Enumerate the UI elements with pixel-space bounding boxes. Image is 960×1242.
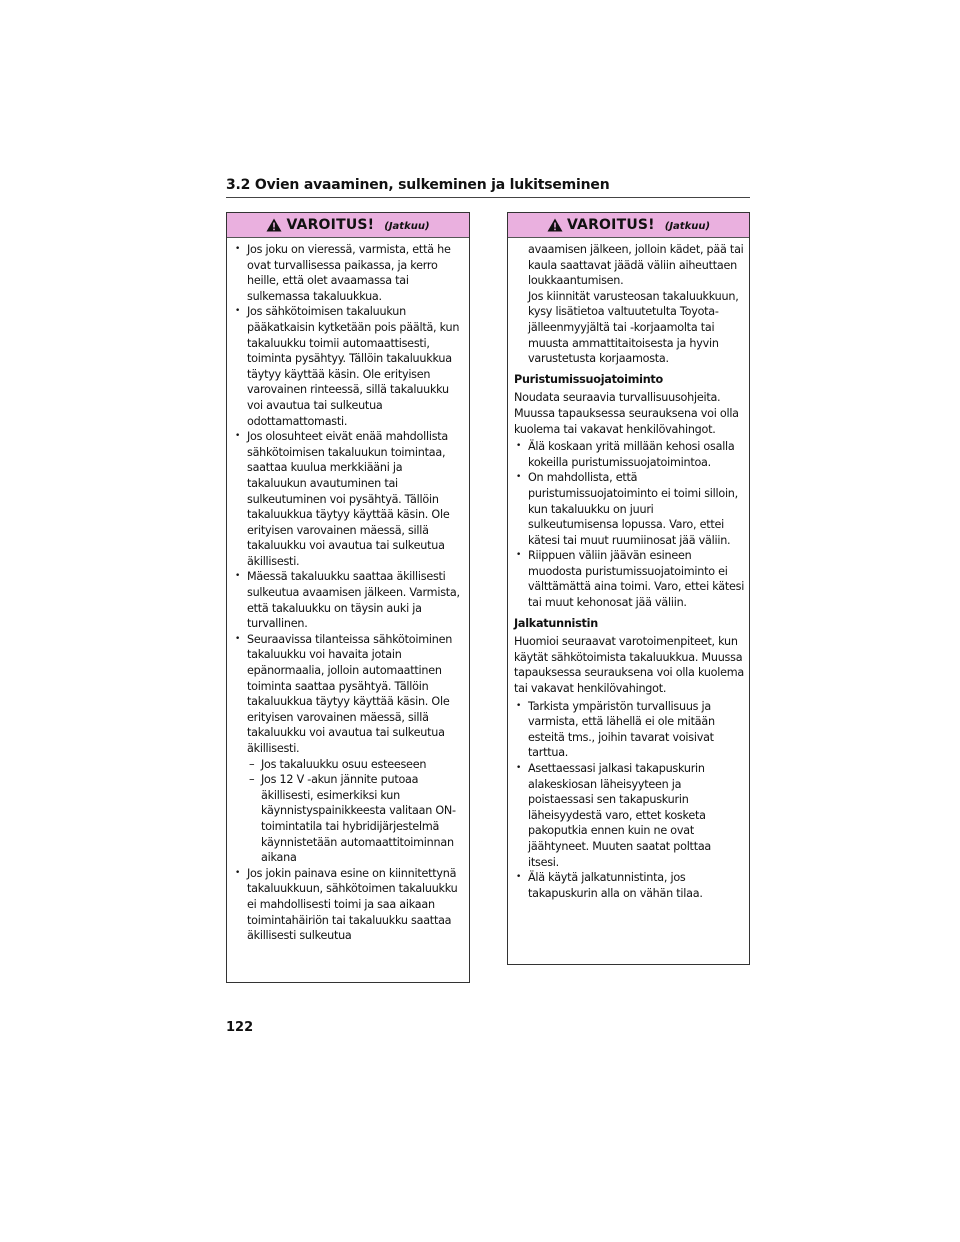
continued-label: (Jatkuu)	[664, 220, 711, 232]
list-item-text: • Seuraavissa tilanteissa sähkötoiminen takaluukku voi havaita jotain epänormaalia, jolloin automaattinen toiminta saattaa pysähtyä. Tällöin takaluukkua täytyy käyttää käsin. Ole erityisen varovainen mäessä, sillä takaluukku voi avautua tai sulkeutua äkillisesti.	[247, 632, 453, 755]
warning-title: VAROITUS!	[286, 217, 375, 233]
list-item: • Riippuen väliin jäävän esineen muodosta puristumissuojatoiminto ei välttämättä aina toimi. Varo, ettei kätesi tai muut kehonosat jää väliin.	[514, 548, 745, 610]
list-item: • On mahdollista, että puristumissuojatoiminto ei toimi silloin, kun takaluukku on juuri sulkeutumisensa lopussa. Varo, ettei kätesi tai muut ruumiinosat jää väliin.	[514, 470, 745, 548]
list-item: • Älä käytä jalkatunnistinta, jos takapuskurin alla on vähän tilaa.	[514, 870, 745, 901]
paragraph: Huomioi seuraavat varotoimenpiteet, kun käytät sähkötoimista takaluukkua. Muussa tapauksessa seurauksena voi olla kuolema tai vakavat henkilövahingot.	[514, 635, 745, 696]
sub-list-item: – Jos 12 V -akun jännite putoaa äkillisesti, esimerkiksi kun käynnistyspainikkeesta valitaan ON-toimintatila tai hybridijärjestelmä käynnistetään automaattitoiminnan aikana	[247, 772, 465, 866]
warning-box-right	[507, 212, 750, 965]
list-item: • Jos sähkötoimisen takaluukun pääkatkaisin kytketään pois päältä, kun takaluukku toimii automaattisesti, toiminta pysähtyy. Tällöin takaluukkua täytyy käyttää käsin. Ole erityisen varovainen rinteessä, sillä takaluukku voi avautua tai sulkeutua odottamattomasti.	[233, 304, 465, 429]
warning-box-left	[226, 212, 470, 983]
list-item: • Mäessä takaluukku saattaa äkillisesti sulkeutua avaamisen jälkeen. Varmista, että takaluukku on täysin auki ja turvallinen.	[233, 569, 465, 631]
continued-label: (Jatkuu)	[384, 220, 430, 232]
warning-header	[508, 213, 749, 238]
list-item: • Älä koskaan yritä millään kehosi osalla kokeilla puristumissuojatoimintoa.	[514, 439, 745, 470]
list-item: • Tarkista ympäristön turvallisuus ja varmista, että lähellä ei ole mitään esteitä tms., joihin tavarat voisivat tarttua.	[514, 699, 745, 761]
continued-text: avaamisen jälkeen, jolloin kädet, pää tai kaula saattavat jäädä väliin aiheuttaen loukkaantumisen.	[528, 243, 744, 288]
paragraph: Noudata seuraavia turvallisuusohjeita. Muussa tapauksessa seurauksena voi olla kuolema tai vakavat henkilövahingot.	[514, 391, 739, 436]
warning-title: VAROITUS!	[566, 217, 655, 233]
list-item: • Asettaessasi jalkasi takapuskurin alakeskiosan läheisyyteen ja poistaessasi sen takapuskurin läheisyydestä varo, ettet kosketa pakoputkia ennen kuin ne ovat jäähtyneet. Muuten saatat polttaa itsesi.	[514, 761, 745, 870]
section-title: 3.2 Ovien avaaminen, sulkeminen ja lukitseminen	[226, 177, 750, 198]
sub-list-item: – Jos takaluukku osuu esteeseen	[247, 757, 465, 773]
warning-triangle-icon	[266, 218, 282, 232]
list-item: • Jos joku on vieressä, varmista, että he ovat turvallisessa paikassa, ja kerro heille, että olet avaamassa tai sulkemassa takaluukkua.	[233, 242, 465, 304]
page-number: 122	[226, 1020, 254, 1035]
continued-text: Jos kiinnität varusteosan takaluukkuun, kysy lisätietoa valtuutetulta Toyota-jälleenmyyjältä tai -korjaamolta tai muusta ammattitaitoisesta ja hyvin varustetusta korjaamosta.	[528, 289, 739, 366]
list-item: • Jos olosuhteet eivät enää mahdollista sähkötoimisen takaluukun toimintaa, saattaa kuulua merkkiääni ja takaluukun avautuminen tai sulkeutuminen voi pysähtyä. Tällöin takaluukkua täytyy käyttää käsin. Ole erityisen varovainen mäessä, sillä takaluukku voi avautua tai sulkeutua äkillisesti.	[233, 429, 465, 569]
warning-triangle-icon	[547, 218, 563, 232]
subheading-pinch-protection: Puristumissuojatoiminto	[514, 372, 663, 386]
list-item	[233, 632, 465, 866]
subheading-kick-sensor: Jalkatunnistin	[514, 616, 598, 630]
warning-header	[227, 213, 469, 238]
list-item: • Jos jokin painava esine on kiinnitettynä takaluukkuun, sähkötoimen takaluukku ei mahdollisesti toimi ja saa aikaan toimintahäiriön tai takaluukku saattaa äkillisesti sulkeutua	[233, 866, 465, 944]
